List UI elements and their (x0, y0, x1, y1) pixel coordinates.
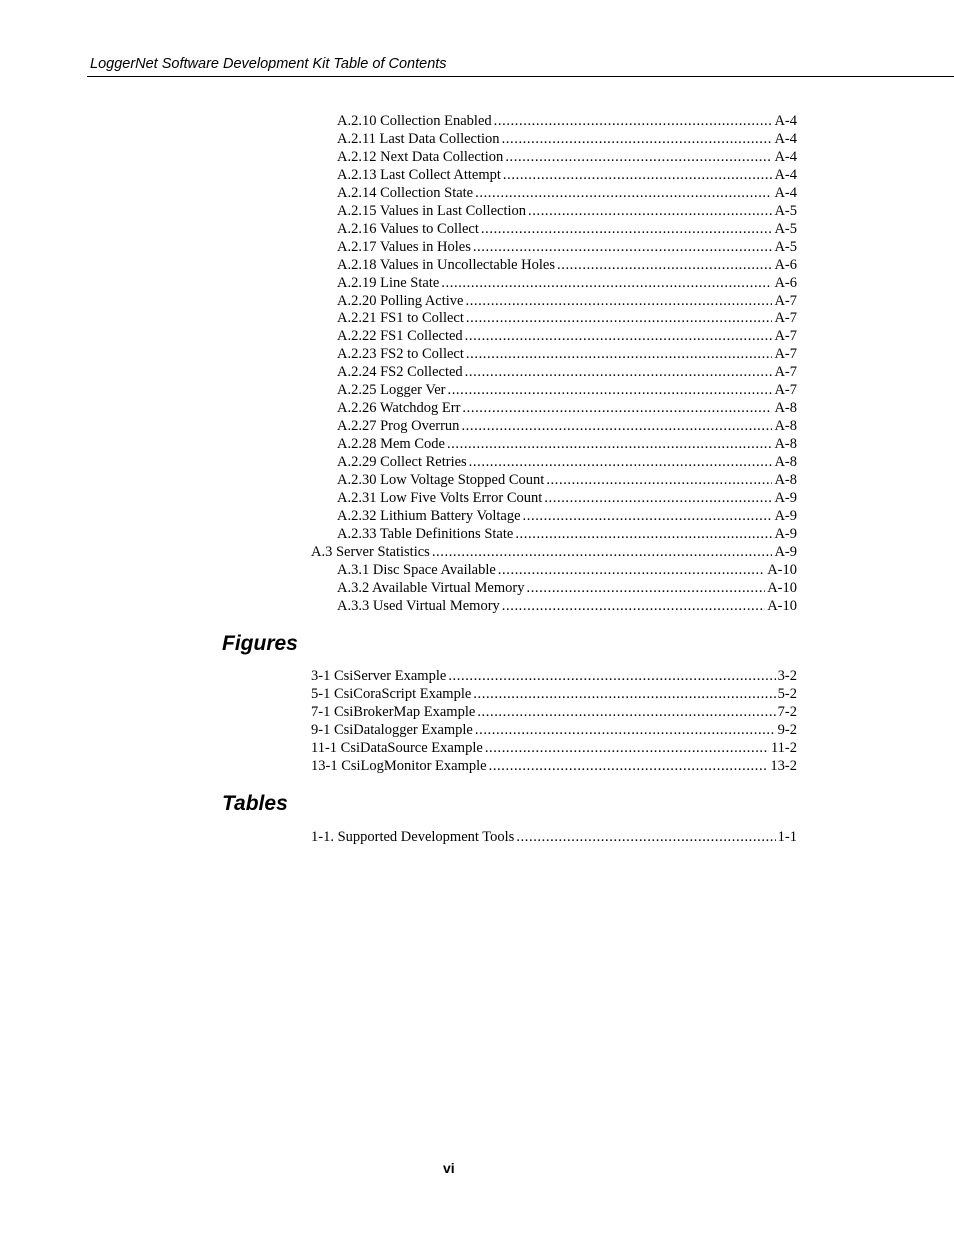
toc-entry-label: A.2.32 Lithium Battery Voltage (337, 507, 521, 524)
toc-entry-page: A-10 (767, 561, 797, 578)
toc-entry[interactable] (311, 739, 797, 757)
toc-entry[interactable] (337, 525, 797, 543)
page-number: vi (443, 1160, 455, 1176)
dot-leader (462, 399, 772, 417)
dot-leader (473, 238, 773, 256)
dot-leader (502, 130, 773, 148)
toc-entry[interactable] (337, 381, 797, 399)
toc-entry-label: A.2.16 Values to Collect (337, 220, 479, 237)
toc-entry[interactable] (337, 489, 797, 507)
toc-entry-page: A-9 (774, 507, 797, 524)
toc-entry-page: A-7 (774, 346, 797, 363)
dot-leader (465, 292, 772, 310)
header-rule (87, 76, 954, 77)
toc-entry-page: 3-2 (777, 668, 797, 684)
dot-leader (466, 345, 773, 363)
dot-leader (489, 757, 769, 775)
toc-entry-page: A-8 (774, 454, 797, 471)
toc-entry-page: A-8 (774, 472, 797, 488)
toc-entry-label: A.2.21 FS1 to Collect (337, 310, 464, 327)
toc-entry[interactable] (337, 184, 797, 202)
toc-entry-page: A-7 (774, 292, 797, 309)
toc-entry[interactable] (337, 453, 797, 471)
toc-entry[interactable] (337, 579, 797, 597)
dot-leader (473, 685, 775, 703)
toc-entry[interactable] (337, 327, 797, 345)
toc-entry-label: A.2.24 FS2 Collected (337, 364, 463, 381)
dot-leader (465, 327, 773, 345)
toc-entry-page: A-9 (774, 525, 797, 542)
toc-entry-label: A.2.31 Low Five Volts Error Count (337, 489, 543, 506)
dot-leader (447, 435, 773, 453)
toc-entry-page: A-4 (774, 113, 797, 129)
toc-entry[interactable] (337, 202, 797, 220)
dot-leader (526, 579, 765, 597)
toc-entry-label: A.2.23 FS2 to Collect (337, 346, 464, 363)
toc-entry-label: A.2.29 Collect Retries (337, 454, 467, 471)
toc-entry-label: A.2.10 Collection Enabled (337, 113, 492, 129)
toc-entry-page: A-4 (774, 184, 797, 201)
dot-leader (494, 112, 773, 130)
toc-entry[interactable] (337, 363, 797, 381)
toc-entry-page: A-9 (774, 543, 797, 560)
toc-entry-label: 7-1 CsiBrokerMap Example (311, 703, 476, 720)
dot-leader (477, 703, 775, 721)
toc-entry-label: A.2.26 Watchdog Err (337, 400, 461, 417)
dot-leader (502, 597, 765, 615)
toc-entry[interactable] (337, 417, 797, 435)
toc-entry-label: 5-1 CsiCoraScript Example (311, 685, 472, 702)
toc-entry[interactable] (337, 399, 797, 417)
toc-entry-page: 9-2 (777, 721, 797, 738)
toc-entry-page: A-9 (774, 489, 797, 506)
toc-entry-label: A.3.2 Available Virtual Memory (337, 579, 525, 596)
dot-leader (448, 667, 775, 685)
toc-entry-label: A.2.22 FS1 Collected (337, 328, 463, 345)
toc-entry[interactable] (337, 130, 797, 148)
toc-entry-page: A-10 (767, 597, 797, 614)
toc-entry-label: A.2.14 Collection State (337, 184, 474, 201)
toc-entry-page: 5-2 (777, 685, 797, 702)
dot-leader (475, 184, 772, 202)
toc-entry-page: A-4 (774, 166, 797, 183)
running-header: LoggerNet Software Development Kit Table of Contents (90, 56, 447, 72)
toc-entry[interactable] (337, 597, 797, 615)
toc-entry[interactable] (337, 148, 797, 166)
figures-heading: Figures (222, 632, 298, 655)
toc-entry-label: 1-1. Supported Development Tools (311, 829, 515, 845)
toc-entry[interactable] (311, 543, 797, 561)
dot-leader (469, 453, 773, 471)
dot-leader (432, 543, 773, 561)
toc-entry-label: 13-1 CsiLogMonitor Example (311, 757, 487, 774)
toc-entry[interactable] (337, 292, 797, 310)
toc-entry-label: A.2.25 Logger Ver (337, 382, 446, 399)
dot-leader (461, 417, 772, 435)
toc-entry-page: A-7 (774, 364, 797, 381)
toc-entry[interactable] (311, 828, 797, 846)
toc-entry[interactable] (311, 703, 797, 721)
toc-entry[interactable] (337, 256, 797, 274)
toc-entry-label: A.2.30 Low Voltage Stopped Count (337, 472, 545, 488)
toc-entry-label: 9-1 CsiDatalogger Example (311, 721, 473, 738)
toc-entry-page: A-4 (774, 148, 797, 165)
toc-entry-page: 13-2 (770, 757, 797, 774)
tables-heading: Tables (222, 792, 288, 815)
toc-entry-label: A.2.20 Polling Active (337, 292, 464, 309)
dot-leader (528, 202, 772, 220)
dot-leader (523, 507, 773, 525)
toc-entry-label: A.2.17 Values in Holes (337, 238, 471, 255)
dot-leader (515, 525, 772, 543)
toc-entry[interactable] (311, 685, 797, 703)
toc-entry-label: 11-1 CsiDataSource Example (311, 739, 483, 756)
toc-entry[interactable] (337, 220, 797, 238)
toc-entry-label: A.2.33 Table Definitions State (337, 525, 514, 542)
dot-leader (546, 471, 772, 489)
toc-entry-page: A-8 (774, 418, 797, 435)
toc-entry[interactable] (337, 238, 797, 256)
dot-leader (516, 828, 775, 846)
toc-entry[interactable] (311, 721, 797, 739)
toc-entry-label: A.2.18 Values in Uncollectable Holes (337, 256, 555, 273)
toc-entry-label: 3-1 CsiServer Example (311, 668, 447, 684)
toc-entry-page: A-5 (774, 238, 797, 255)
toc-entry[interactable] (337, 435, 797, 453)
toc-entry-label: A.2.28 Mem Code (337, 436, 445, 453)
toc-entry[interactable] (337, 309, 797, 327)
dot-leader (544, 489, 772, 507)
toc-entry-page: A-10 (767, 579, 797, 596)
dot-leader (441, 274, 772, 292)
dot-leader (465, 363, 773, 381)
toc-entry[interactable] (311, 757, 797, 775)
dot-leader (447, 381, 772, 399)
toc-entry-page: A-6 (774, 256, 797, 273)
toc-entry-page: A-6 (774, 274, 797, 291)
toc-entry[interactable] (311, 667, 797, 685)
toc-entry-label: A.2.13 Last Collect Attempt (337, 166, 501, 183)
toc-entry-page: 1-1 (777, 829, 797, 845)
toc-entry-label: A.3 Server Statistics (311, 543, 430, 560)
toc-entry-label: A.3.3 Used Virtual Memory (337, 597, 500, 614)
dot-leader (466, 309, 773, 327)
toc-entry[interactable] (337, 274, 797, 292)
toc-entry[interactable] (337, 561, 797, 579)
toc-entry-label: A.3.1 Disc Space Available (337, 561, 496, 578)
toc-entry-page: A-7 (774, 328, 797, 345)
dot-leader (481, 220, 773, 238)
toc-entry-page: A-7 (774, 310, 797, 327)
toc-entry-page: A-5 (774, 220, 797, 237)
toc-entry[interactable] (337, 471, 797, 489)
toc-entry[interactable] (337, 166, 797, 184)
toc-entry-label: A.2.11 Last Data Collection (337, 130, 500, 147)
dot-leader (503, 166, 773, 184)
toc-entry-label: A.2.15 Values in Last Collection (337, 202, 527, 219)
toc-entry-page: A-5 (774, 202, 797, 219)
toc-entry-page: A-8 (774, 436, 797, 453)
toc-entry-label: A.2.19 Line State (337, 274, 440, 291)
dot-leader (498, 561, 765, 579)
toc-entry-page: 11-2 (770, 739, 797, 756)
toc-entry-label: A.2.12 Next Data Collection (337, 148, 504, 165)
dot-leader (557, 256, 772, 274)
dot-leader (485, 739, 769, 757)
toc-entry-page: A-8 (774, 400, 797, 417)
toc-entry-label: A.2.27 Prog Overrun (337, 418, 460, 435)
dot-leader (505, 148, 772, 166)
toc-entry-page: A-4 (774, 130, 797, 147)
toc-entry[interactable] (337, 507, 797, 525)
toc-entry-page: 7-2 (777, 703, 797, 720)
toc-entry[interactable] (337, 345, 797, 363)
toc-entry[interactable] (337, 112, 797, 130)
dot-leader (475, 721, 776, 739)
toc-entry-page: A-7 (774, 382, 797, 399)
